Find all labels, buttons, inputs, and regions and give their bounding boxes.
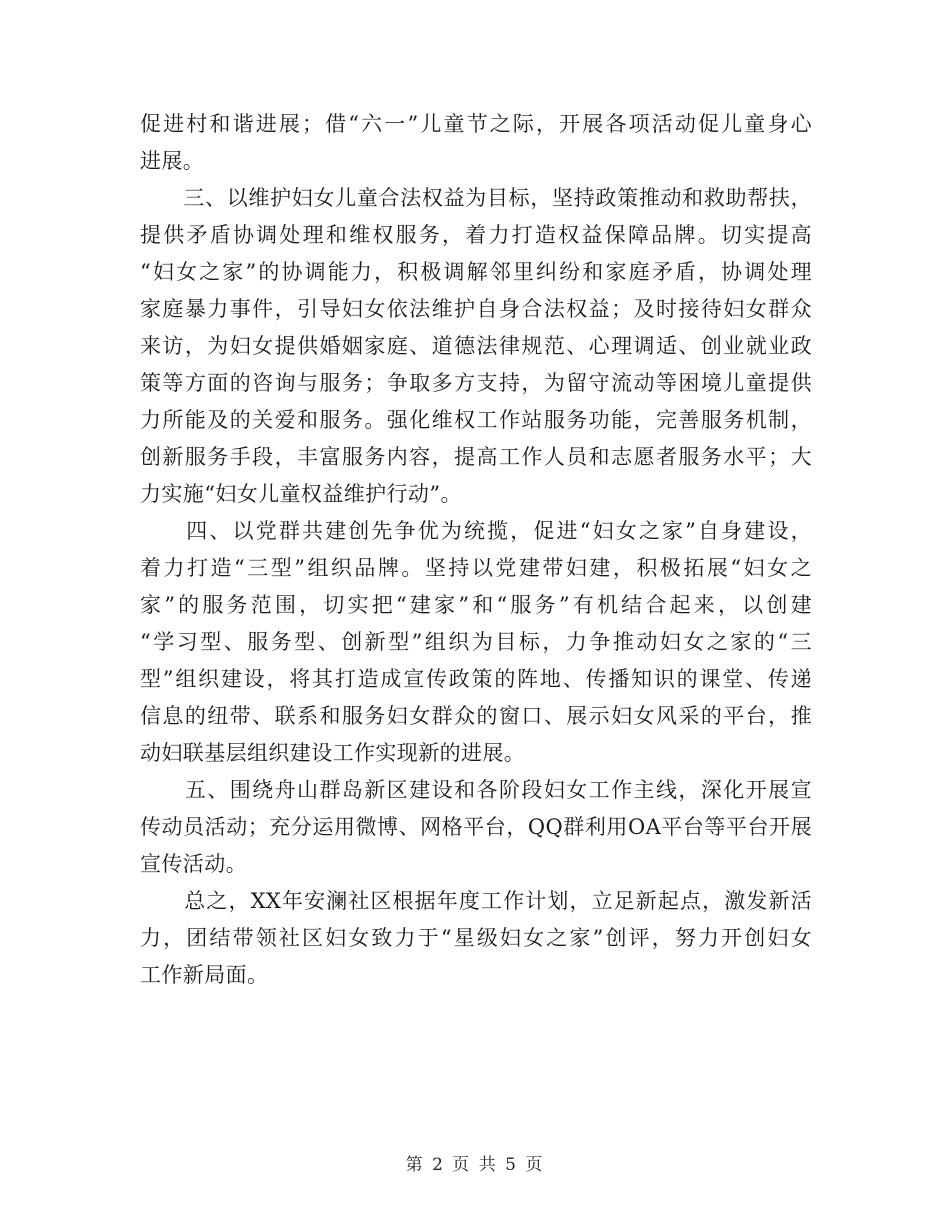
text-line: 宣传活动。 xyxy=(140,852,247,876)
text-line: 进展。 xyxy=(140,149,205,173)
text-line: “学习型、服务型、创新型”组织为目标，力争推动妇女之家的“三 xyxy=(140,630,812,654)
text-line: 型”组织建设，将其打造成宣传政策的阵地、传播知识的课堂、传递 xyxy=(140,667,812,691)
text-line: 信息的纽带、联系和服务妇女群众的窗口、展示妇女风采的平台，推 xyxy=(140,704,812,728)
text-line: 工作新局面。 xyxy=(140,963,269,987)
text-line: 四、以党群共建创先争优为统揽，促进“妇女之家”自身建设， xyxy=(140,519,812,543)
text-line: 家”的服务范围，切实把“建家”和“服务”有机结合起来，以创建 xyxy=(140,593,812,617)
text-line: 创新服务手段，丰富服务内容，提高工作人员和志愿者服务水平；大 xyxy=(140,445,812,469)
text-line: 传动员活动；充分运用微博、网格平台，QQ群利用OA平台等平台开展 xyxy=(140,815,812,839)
body-text xyxy=(140,106,812,994)
text-line: “妇女之家”的协调能力，积极调解邻里纠纷和家庭矛盾，协调处理 xyxy=(140,260,812,284)
text-line: 力，团结带领社区妇女致力于“星级妇女之家”创评，努力开创妇女 xyxy=(140,926,812,950)
text-line: 促进村和谐进展；借“六一”儿童节之际，开展各项活动促儿童身心 xyxy=(140,112,812,136)
text-line: 力所能及的关爱和服务。强化维权工作站服务功能，完善服务机制， xyxy=(140,408,812,432)
text-line: 动妇联基层组织建设工作实现新的进展。 xyxy=(140,741,526,765)
text-line: 着力打造“三型”组织品牌。坚持以党建带妇建，积极拓展“妇女之 xyxy=(140,556,812,580)
text-line: 家庭暴力事件，引导妇女依法维护自身合法权益；及时接待妇女群众 xyxy=(140,297,812,321)
text-line: 总之，XX年安澜社区根据年度工作计划，立足新起点，激发新活 xyxy=(140,889,812,913)
text-line: 三、以维护妇女儿童合法权益为目标，坚持政策推动和救助帮扶， xyxy=(140,186,812,210)
page-footer: 第 2 页 共 5 页 xyxy=(405,1155,545,1175)
text-line: 五、围绕舟山群岛新区建设和各阶段妇女工作主线，深化开展宣 xyxy=(140,778,812,802)
text-line: 来访，为妇女提供婚姻家庭、道德法律规范、心理调适、创业就业政 xyxy=(140,334,812,358)
text-line: 策等方面的咨询与服务；争取多方支持，为留守流动等困境儿童提供 xyxy=(140,371,812,395)
text-line: 力实施“妇女儿童权益维护行动”。 xyxy=(140,482,462,506)
text-line: 提供矛盾协调处理和维权服务，着力打造权益保障品牌。切实提高 xyxy=(140,223,812,247)
